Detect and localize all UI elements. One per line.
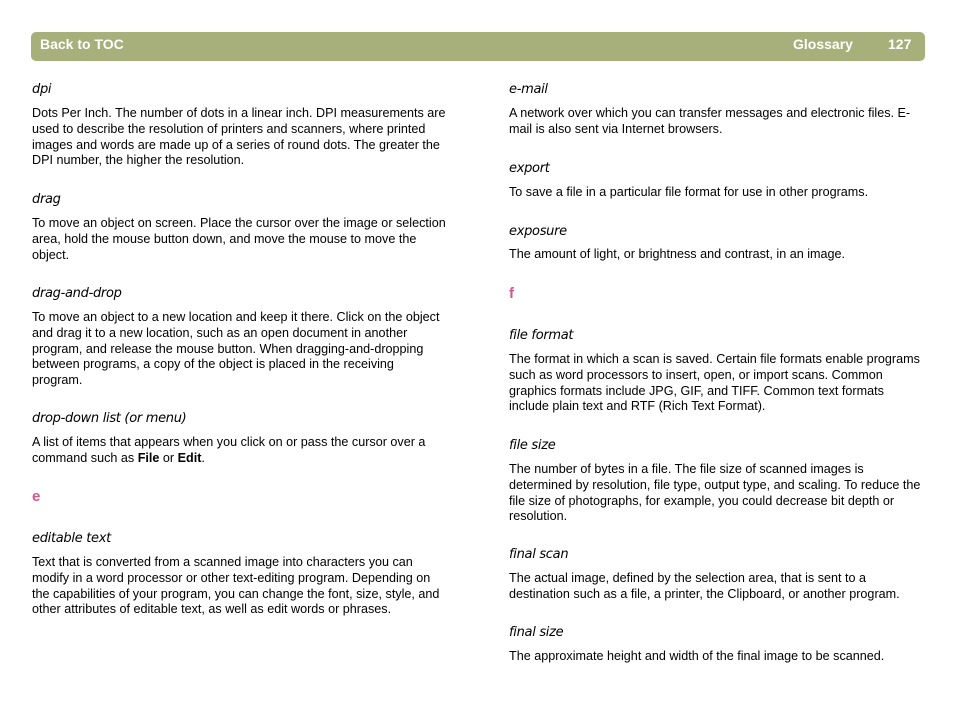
back-to-toc-link[interactable]: Back to TOC: [40, 36, 124, 52]
glossary-term: file format: [509, 328, 574, 343]
edit-command-name: Edit: [177, 450, 202, 465]
section-letter-f: f: [509, 285, 514, 302]
glossary-definition: Text that is converted from a scanned image into characters you can modify in a word processor or other text-editing program. Depending on the capabilities of your program, you can change the font, size, style, and other attributes of editable text, as well as edit words or phrases.: [32, 555, 440, 617]
file-command-name: File: [137, 450, 160, 465]
header-bar: [31, 32, 925, 61]
glossary-definition: The approximate height and width of the final image to be scanned.: [509, 649, 885, 663]
glossary-term: drag: [32, 192, 61, 207]
glossary-definition: Dots Per Inch. The number of dots in a linear inch. DPI measurements are used to describe the resolution of printers and scanners, where printed images and words are made up of a series of round dots. The greater the DPI number, the higher the resolution.: [32, 106, 446, 168]
glossary-term: drop-down list (or menu): [32, 411, 187, 426]
page-number: 127: [888, 36, 912, 52]
glossary-definition: To move an object on screen. Place the cursor over the image or selection area, hold the mouse button down, and move the mouse to move the object.: [32, 216, 446, 262]
glossary-term: dpi: [32, 82, 52, 97]
glossary-term: e-mail: [509, 82, 548, 97]
glossary-definition: To save a file in a particular file format for use in other programs.: [509, 185, 869, 199]
definition-text: A list of items that appears when you click on or pass the cursor over a command such as: [32, 435, 426, 465]
definition-text: .: [201, 450, 205, 465]
glossary-definition: A network over which you can transfer messages and electronic files. E-mail is also sent via Internet browsers.: [509, 106, 911, 136]
glossary-term: exposure: [509, 224, 567, 239]
definition-text: or: [159, 450, 178, 465]
glossary-term: editable text: [32, 531, 111, 546]
glossary-definition: The amount of light, or brightness and contrast, in an image.: [509, 247, 846, 261]
glossary-term: file size: [509, 438, 556, 453]
glossary-term: drag-and-drop: [32, 286, 122, 301]
glossary-definition: The format in which a scan is saved. Certain file formats enable programs such as word processors to insert, open, or import scans. Common graphics formats include JPG, GIF, and TIFF. Common text formats include plain text and RTF (Rich Text Format).: [509, 352, 920, 414]
section-letter-e: e: [32, 488, 41, 505]
glossary-definition: To move an object to a new location and keep it there. Click on the object and drag it to a new location, such as an open document in another program, and release the mouse button. When dragging-and-dropping between programs, a copy of the object is placed in the receiving program.: [32, 310, 440, 388]
glossary-definition: The actual image, defined by the selection area, that is sent to a destination such as a file, a printer, the Clipboard, or another program.: [509, 571, 900, 601]
glossary-definition: The number of bytes in a file. The file size of scanned images is determined by resolution, file type, output type, and scaling. To reduce the file size of photographs, for example, you could decrease bit depth or resolution.: [509, 462, 921, 524]
glossary-definition: [32, 435, 447, 467]
glossary-term: final size: [509, 625, 564, 640]
section-title: Glossary: [793, 36, 853, 52]
glossary-term: export: [509, 161, 550, 176]
glossary-term: final scan: [509, 547, 569, 562]
